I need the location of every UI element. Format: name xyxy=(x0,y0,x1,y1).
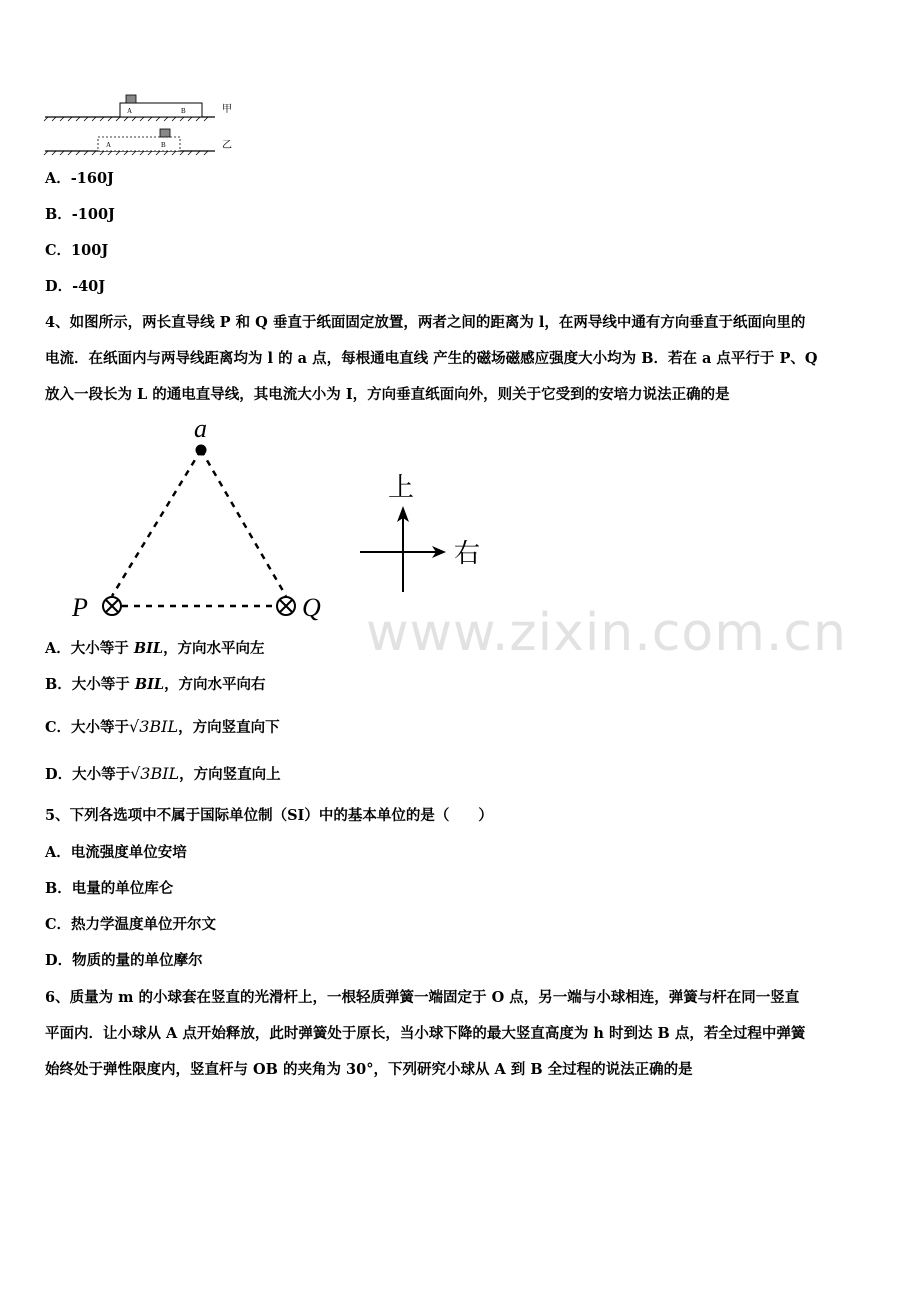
board-mark-b-1: B xyxy=(181,107,186,115)
q4-stem-line-3: 放入一段长为 L 的通电直导线，其电流大小为 I，方向垂直纸面向外，则关于它受到的安培力说法正确的是 xyxy=(45,386,730,403)
wire-p-cross-icon xyxy=(103,597,121,615)
q5-option-a: A．电流强度单位安培 xyxy=(45,844,187,861)
q3-option-a: A．-160J xyxy=(45,170,114,187)
row-label-jia: 甲 xyxy=(222,104,232,115)
board-block-figure xyxy=(40,90,240,158)
board-mark-a-2: A xyxy=(106,141,112,149)
q6-stem xyxy=(45,980,877,1088)
q4-option-c: C．大小等于√3BIL，方向竖直向下 xyxy=(45,717,280,736)
q4-wire-triangle-figure xyxy=(70,412,500,630)
q6-stem-line-1: 6、质量为 m 的小球套在竖直的光滑杆上，一根轻质弹簧一端固定于 O 点，另一端与小球相连，弹簧与杆在同一竖直 xyxy=(45,989,800,1006)
direction-up-label: 上 xyxy=(388,473,415,503)
q4-stem-line-1: 4、如图所示，两长直导线 P 和 Q 垂直于纸面固定放置，两者之间的距离为 l，在两导线中通有方向垂直于纸面向里的 xyxy=(45,314,806,331)
q3-option-d: D．-40J xyxy=(45,278,106,295)
direction-right-label: 右 xyxy=(454,539,481,569)
board-mark-a-1: A xyxy=(127,107,133,115)
q5-option-b: B．电量的单位库仑 xyxy=(45,880,174,897)
q5-stem: 5、下列各选项中不属于国际单位制（SI）中的基本单位的是（ ） xyxy=(45,807,493,824)
q6-stem-line-3: 始终处于弹性限度内，竖直杆与 OB 的夹角为 30°，下列研究小球从 A 到 B 全过程的说法正确的是 xyxy=(45,1061,693,1078)
q5-option-c: C．热力学温度单位开尔文 xyxy=(45,916,217,933)
point-a-dot xyxy=(196,445,207,456)
row-label-yi: 乙 xyxy=(222,140,232,151)
q6-stem-line-2: 平面内．让小球从 A 点开始释放，此时弹簧处于原长，当小球下降的最大竖直高度为 h 时到达 B 点，若全过程中弹簧 xyxy=(45,1025,806,1042)
point-a-label: a xyxy=(194,414,207,443)
point-p-label: P xyxy=(72,593,88,622)
q4-stem-line-2: 电流．在纸面内与两导线距离均为 l 的 a 点，每根通电直线 产生的磁场磁感应强度大小均为 B．若在 a 点平行于 P、Q xyxy=(45,350,818,367)
q3-option-b: B．-100J xyxy=(45,206,115,223)
watermark: www.zixin.com.cn xyxy=(366,603,847,663)
q5-option-d: D．物质的量的单位摩尔 xyxy=(45,952,203,969)
q4-option-d: D．大小等于√3BIL，方向竖直向上 xyxy=(45,764,281,783)
point-q-label: Q xyxy=(302,593,321,622)
q4-option-b: B．大小等于 BIL，方向水平向右 xyxy=(45,676,266,693)
q4-option-a: A．大小等于 BIL，方向水平向左 xyxy=(45,640,265,657)
q4-stem xyxy=(45,305,877,413)
q3-option-c: C．100J xyxy=(45,242,109,259)
wire-q-cross-icon xyxy=(277,597,295,615)
board-mark-b-2: B xyxy=(161,141,166,149)
